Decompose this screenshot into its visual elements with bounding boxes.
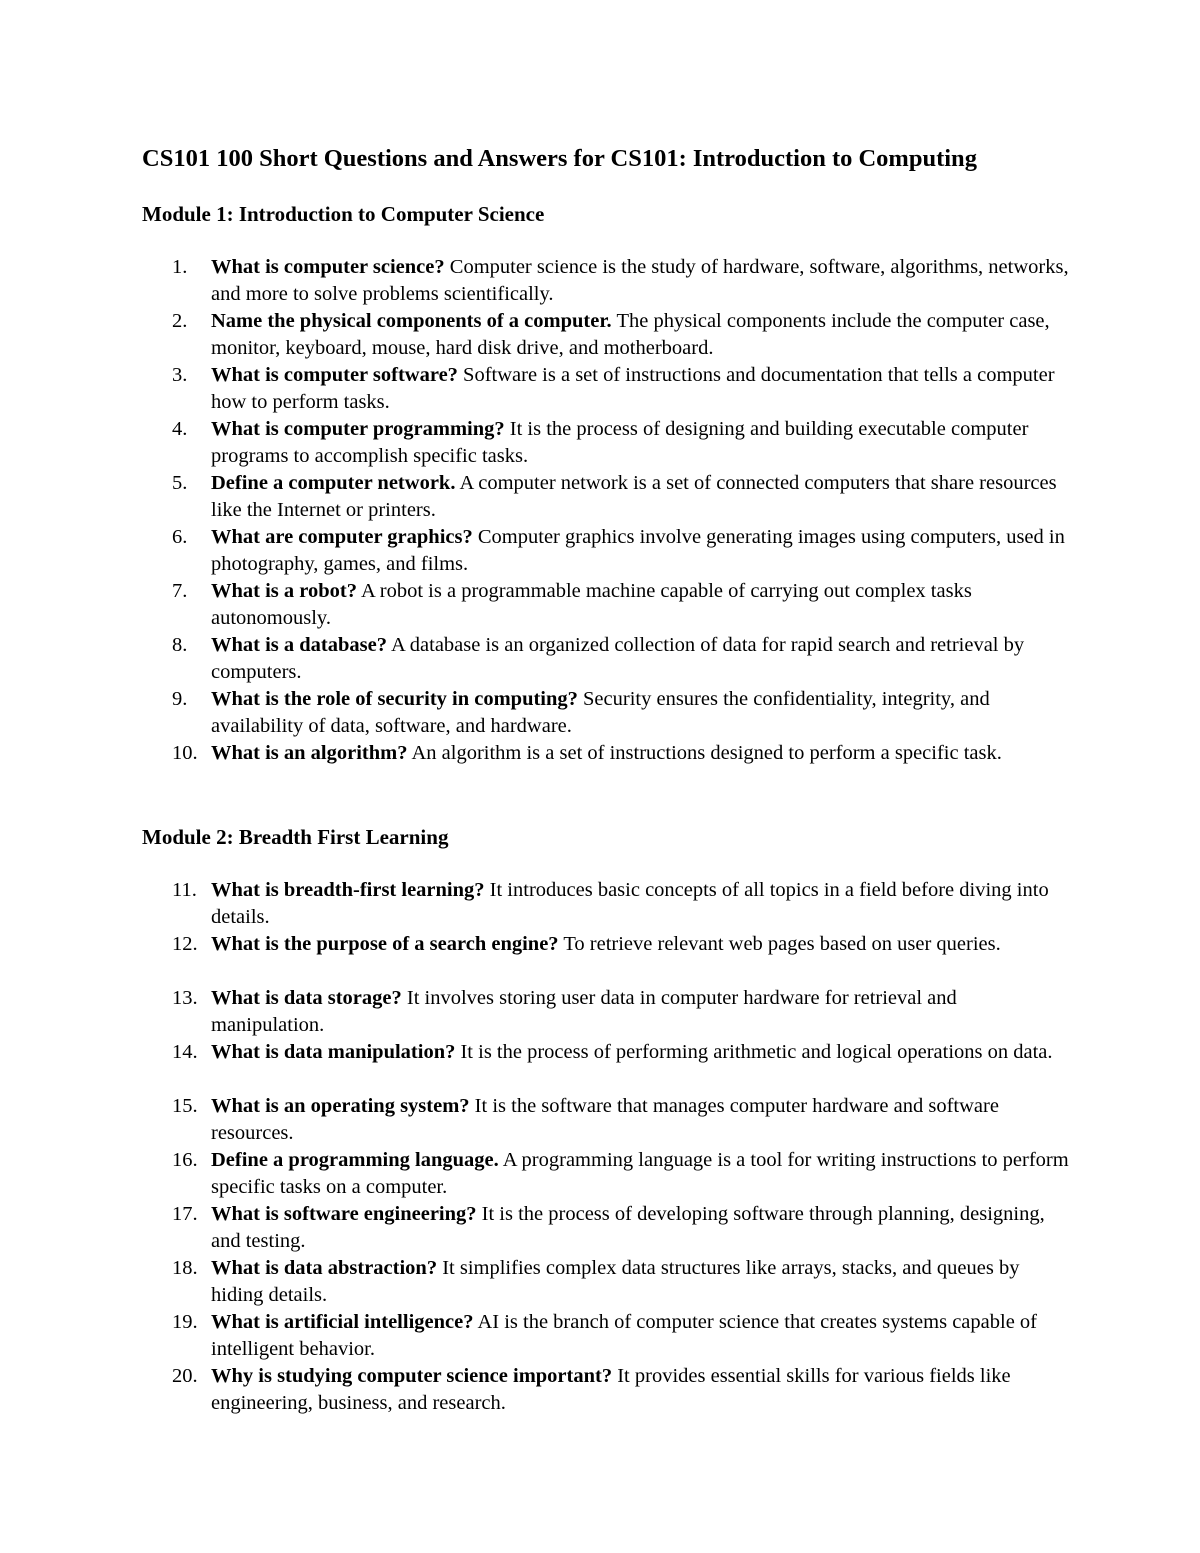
question-list — [0, 254, 1200, 794]
item-text — [211, 1255, 1071, 1309]
answer-text: The physical components include the computer case, monitor, keyboard, mouse, hard disk drive, and motherboard. — [211, 310, 1050, 359]
list-item — [0, 740, 1200, 794]
question-text: What is data abstraction? — [211, 1257, 438, 1279]
list-item — [0, 524, 1200, 578]
item-number: 15. — [172, 1095, 198, 1117]
question-text: What is software engineering? — [211, 1203, 477, 1225]
list-item — [0, 362, 1200, 416]
question-text: What is computer software? — [211, 364, 458, 386]
question-list — [0, 877, 1200, 1417]
question-text: Name the physical components of a computer. — [211, 310, 612, 332]
question-text: What is the purpose of a search engine? — [211, 933, 559, 955]
question-text: What is computer programming? — [211, 418, 505, 440]
question-text: What is an operating system? — [211, 1095, 470, 1117]
item-text — [211, 1093, 1071, 1147]
item-number: 10. — [172, 742, 198, 764]
question-text: What is data manipulation? — [211, 1041, 456, 1063]
question-text: What is the role of security in computing? — [211, 688, 578, 710]
list-item — [0, 1363, 1200, 1417]
question-text: What is an algorithm? — [211, 742, 408, 764]
question-text: Define a programming language. — [211, 1149, 499, 1171]
answer-text: It introduces basic concepts of all topics in a field before diving into details. — [211, 879, 1049, 928]
item-number: 8. — [172, 634, 188, 656]
answer-text: It is the process of developing software through planning, designing, and testing. — [211, 1203, 1045, 1252]
module-heading: Module 1: Introduction to Computer Science — [142, 202, 545, 226]
list-item — [0, 254, 1200, 308]
answer-text: An algorithm is a set of instructions designed to perform a specific task. — [407, 742, 1002, 764]
item-text — [211, 470, 1071, 524]
list-item — [0, 1093, 1200, 1147]
item-number: 13. — [172, 987, 198, 1009]
question-text: What is computer science? — [211, 256, 445, 278]
list-item — [0, 1309, 1200, 1363]
item-text — [211, 740, 1071, 767]
list-item — [0, 931, 1200, 985]
question-text: Define a computer network. — [211, 472, 456, 494]
module-heading: Module 2: Breadth First Learning — [142, 825, 449, 849]
item-text — [211, 686, 1071, 740]
item-number: 18. — [172, 1257, 198, 1279]
item-number: 17. — [172, 1203, 198, 1225]
item-text — [211, 1039, 1071, 1066]
list-item — [0, 416, 1200, 470]
item-number: 3. — [172, 364, 188, 386]
answer-text: It is the process of designing and building executable computer programs to accomplish specific tasks. — [211, 418, 1029, 467]
item-text — [211, 1201, 1071, 1255]
answer-text: Computer graphics involve generating images using computers, used in photography, games, and films. — [211, 526, 1065, 575]
item-text — [211, 308, 1071, 362]
item-text — [211, 254, 1071, 308]
document-title: CS101 100 Short Questions and Answers for CS101: Introduction to Computing — [142, 145, 977, 172]
answer-text: A database is an organized collection of data for rapid search and retrieval by computers. — [211, 634, 1025, 683]
item-text — [211, 632, 1071, 686]
item-number: 1. — [172, 256, 188, 278]
item-text — [211, 416, 1071, 470]
item-text — [211, 524, 1071, 578]
item-text — [211, 578, 1071, 632]
answer-text: It is the process of performing arithmetic and logical operations on data. — [455, 1041, 1053, 1063]
item-text — [211, 877, 1071, 931]
item-number: 5. — [172, 472, 188, 494]
question-text: What is breadth-first learning? — [211, 879, 485, 901]
item-number: 14. — [172, 1041, 198, 1063]
list-item — [0, 470, 1200, 524]
answer-text: It provides essential skills for various fields like engineering, business, and research. — [211, 1365, 1011, 1414]
item-text — [211, 1363, 1071, 1417]
answer-text: To retrieve relevant web pages based on user queries. — [558, 933, 1001, 955]
answer-text: Security ensures the confidentiality, integrity, and availability of data, software, and hardware. — [211, 688, 990, 737]
question-text: What is data storage? — [211, 987, 402, 1009]
item-text — [211, 931, 1071, 958]
list-item — [0, 985, 1200, 1039]
answer-text: A programming language is a tool for writing instructions to perform specific tasks on a computer. — [211, 1149, 1069, 1198]
list-item — [0, 877, 1200, 931]
answer-text: AI is the branch of computer science that creates systems capable of intelligent behavior. — [211, 1311, 1037, 1360]
item-text — [211, 362, 1071, 416]
list-item — [0, 1201, 1200, 1255]
question-text: What are computer graphics? — [211, 526, 473, 548]
answer-text: A robot is a programmable machine capable of carrying out complex tasks autonomously. — [211, 580, 972, 629]
question-text: Why is studying computer science important? — [211, 1365, 613, 1387]
list-item — [0, 308, 1200, 362]
list-item — [0, 578, 1200, 632]
item-text — [211, 1147, 1071, 1201]
item-text — [211, 1309, 1071, 1363]
list-item — [0, 632, 1200, 686]
answer-text: Software is a set of instructions and documentation that tells a computer how to perform tasks. — [211, 364, 1055, 413]
item-number: 7. — [172, 580, 188, 602]
answer-text: It simplifies complex data structures like arrays, stacks, and queues by hiding details. — [211, 1257, 1020, 1306]
list-item — [0, 1039, 1200, 1093]
item-number: 11. — [172, 879, 197, 901]
item-number: 4. — [172, 418, 188, 440]
answer-text: It is the software that manages computer hardware and software resources. — [211, 1095, 999, 1144]
item-number: 12. — [172, 933, 198, 955]
item-number: 16. — [172, 1149, 198, 1171]
question-text: What is artificial intelligence? — [211, 1311, 474, 1333]
list-item — [0, 1147, 1200, 1201]
answer-text: Computer science is the study of hardware, software, algorithms, networks, and more to solve problems scientifically. — [211, 256, 1069, 305]
answer-text: A computer network is a set of connected computers that share resources like the Internet or printers. — [211, 472, 1057, 521]
question-text: What is a robot? — [211, 580, 357, 602]
answer-text: It involves storing user data in computer hardware for retrieval and manipulation. — [211, 987, 957, 1036]
item-number: 6. — [172, 526, 188, 548]
question-text: What is a database? — [211, 634, 387, 656]
item-number: 20. — [172, 1365, 198, 1387]
item-number: 9. — [172, 688, 188, 710]
item-text — [211, 985, 1071, 1039]
item-number: 19. — [172, 1311, 198, 1333]
list-item — [0, 686, 1200, 740]
list-item — [0, 1255, 1200, 1309]
item-number: 2. — [172, 310, 188, 332]
